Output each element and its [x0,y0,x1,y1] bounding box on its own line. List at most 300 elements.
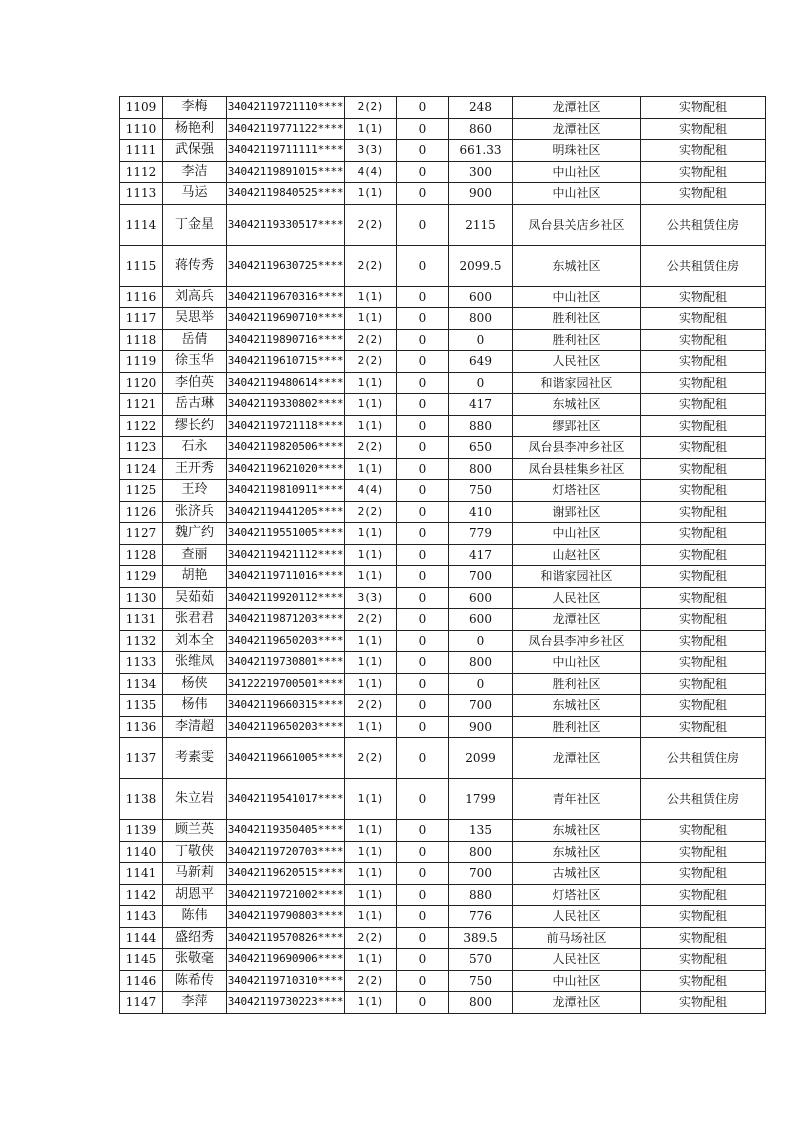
applicant-name-cell: 盛绍秀 [163,927,227,949]
household-size-cell: 1(1) [345,566,397,588]
household-size-cell: 1(1) [345,716,397,738]
income-cell: 0 [397,308,449,330]
allocation-type-cell: 实物配租 [641,97,766,119]
community-cell: 东城社区 [513,820,641,842]
allocation-type-cell: 实物配租 [641,652,766,674]
community-cell: 中山社区 [513,970,641,992]
allocation-type-cell: 实物配租 [641,437,766,459]
allocation-type-cell: 实物配租 [641,949,766,971]
applicant-name-cell: 李伯英 [163,372,227,394]
applicant-name-cell: 李清超 [163,716,227,738]
community-cell: 凤台县李冲乡社区 [513,630,641,652]
amount-cell: 248 [449,97,513,119]
household-size-cell: 2(2) [345,970,397,992]
id-number-cell: 34042119711111**** [227,140,345,162]
row-number-cell: 1139 [120,820,163,842]
income-cell: 0 [397,204,449,245]
applicant-name-cell: 缪长约 [163,415,227,437]
applicant-name-cell: 胡艳 [163,566,227,588]
amount-cell: 880 [449,415,513,437]
income-cell: 0 [397,841,449,863]
community-cell: 古城社区 [513,863,641,885]
id-number-cell: 34042119721118**** [227,415,345,437]
amount-cell: 750 [449,970,513,992]
row-number-cell: 1143 [120,906,163,928]
amount-cell: 600 [449,286,513,308]
id-number-cell: 34042119871203**** [227,609,345,631]
applicant-name-cell: 李萍 [163,992,227,1014]
row-number-cell: 1117 [120,308,163,330]
applicant-name-cell: 丁敬侠 [163,841,227,863]
amount-cell: 900 [449,183,513,205]
applicant-name-cell: 胡恩平 [163,884,227,906]
table-row [120,183,766,205]
income-cell: 0 [397,118,449,140]
household-size-cell: 2(2) [345,501,397,523]
community-cell: 明珠社区 [513,140,641,162]
amount-cell: 0 [449,372,513,394]
applicant-name-cell: 李梅 [163,97,227,119]
applicant-name-cell: 徐玉华 [163,351,227,373]
id-number-cell: 34042119610715**** [227,351,345,373]
allocation-type-cell: 实物配租 [641,351,766,373]
row-number-cell: 1144 [120,927,163,949]
table-row [120,415,766,437]
id-number-cell: 34042119810911**** [227,480,345,502]
community-cell: 胜利社区 [513,673,641,695]
table-row [120,609,766,631]
household-size-cell: 1(1) [345,906,397,928]
applicant-name-cell: 魏广约 [163,523,227,545]
applicant-name-cell: 王玲 [163,480,227,502]
id-number-cell: 34042119710310**** [227,970,345,992]
allocation-type-cell: 实物配租 [641,501,766,523]
household-size-cell: 3(3) [345,587,397,609]
row-number-cell: 1114 [120,204,163,245]
allocation-type-cell: 实物配租 [641,820,766,842]
income-cell: 0 [397,673,449,695]
household-size-cell: 2(2) [345,695,397,717]
allocation-table [119,96,766,1014]
allocation-type-cell: 实物配租 [641,716,766,738]
community-cell: 凤台县关店乡社区 [513,204,641,245]
row-number-cell: 1145 [120,949,163,971]
household-size-cell: 1(1) [345,949,397,971]
row-number-cell: 1121 [120,394,163,416]
id-number-cell: 34042119330517**** [227,204,345,245]
community-cell: 中山社区 [513,523,641,545]
applicant-name-cell: 张维凤 [163,652,227,674]
household-size-cell: 4(4) [345,480,397,502]
household-size-cell: 1(1) [345,394,397,416]
community-cell: 灯塔社区 [513,884,641,906]
applicant-name-cell: 陈伟 [163,906,227,928]
applicant-name-cell: 杨伟 [163,695,227,717]
household-size-cell: 1(1) [345,286,397,308]
household-size-cell: 4(4) [345,161,397,183]
row-number-cell: 1125 [120,480,163,502]
amount-cell: 661.33 [449,140,513,162]
income-cell: 0 [397,949,449,971]
row-number-cell: 1110 [120,118,163,140]
household-size-cell: 2(2) [345,245,397,286]
applicant-name-cell: 查丽 [163,544,227,566]
allocation-type-cell: 实物配租 [641,140,766,162]
applicant-name-cell: 考素雯 [163,738,227,779]
income-cell: 0 [397,652,449,674]
allocation-type-cell: 实物配租 [641,587,766,609]
amount-cell: 700 [449,863,513,885]
applicant-name-cell: 陈希传 [163,970,227,992]
income-cell: 0 [397,566,449,588]
income-cell: 0 [397,970,449,992]
row-number-cell: 1147 [120,992,163,1014]
community-cell: 东城社区 [513,245,641,286]
community-cell: 东城社区 [513,695,641,717]
allocation-type-cell: 实物配租 [641,308,766,330]
amount-cell: 649 [449,351,513,373]
household-size-cell: 1(1) [345,673,397,695]
amount-cell: 389.5 [449,927,513,949]
household-size-cell: 1(1) [345,779,397,820]
income-cell: 0 [397,415,449,437]
allocation-type-cell: 实物配租 [641,118,766,140]
allocation-type-cell: 公共租赁住房 [641,204,766,245]
community-cell: 凤台县桂集乡社区 [513,458,641,480]
table-row [120,394,766,416]
income-cell: 0 [397,863,449,885]
applicant-name-cell: 刘本全 [163,630,227,652]
row-number-cell: 1136 [120,716,163,738]
row-number-cell: 1112 [120,161,163,183]
table-row [120,329,766,351]
income-cell: 0 [397,884,449,906]
allocation-type-cell: 实物配租 [641,695,766,717]
applicant-name-cell: 蒋传秀 [163,245,227,286]
household-size-cell: 2(2) [345,738,397,779]
allocation-type-cell: 实物配租 [641,841,766,863]
community-cell: 山赵社区 [513,544,641,566]
row-number-cell: 1135 [120,695,163,717]
community-cell: 缪郢社区 [513,415,641,437]
allocation-type-cell: 实物配租 [641,609,766,631]
allocation-type-cell: 实物配租 [641,906,766,928]
amount-cell: 1799 [449,779,513,820]
table-row [120,927,766,949]
table-row [120,245,766,286]
allocation-type-cell: 实物配租 [641,329,766,351]
id-number-cell: 34042119891015**** [227,161,345,183]
community-cell: 和谐家园社区 [513,566,641,588]
income-cell: 0 [397,906,449,928]
allocation-type-cell: 实物配租 [641,458,766,480]
table-row [120,738,766,779]
row-number-cell: 1120 [120,372,163,394]
amount-cell: 650 [449,437,513,459]
id-number-cell: 34042119730223**** [227,992,345,1014]
row-number-cell: 1132 [120,630,163,652]
community-cell: 青年社区 [513,779,641,820]
community-cell: 龙潭社区 [513,992,641,1014]
id-number-cell: 34042119650203**** [227,630,345,652]
row-number-cell: 1137 [120,738,163,779]
community-cell: 中山社区 [513,183,641,205]
community-cell: 中山社区 [513,161,641,183]
table-row [120,970,766,992]
allocation-type-cell: 实物配租 [641,884,766,906]
applicant-name-cell: 顾兰英 [163,820,227,842]
household-size-cell: 1(1) [345,308,397,330]
applicant-name-cell: 马新莉 [163,863,227,885]
row-number-cell: 1140 [120,841,163,863]
table-row [120,501,766,523]
household-size-cell: 2(2) [345,927,397,949]
income-cell: 0 [397,97,449,119]
income-cell: 0 [397,695,449,717]
id-number-cell: 34042119920112**** [227,587,345,609]
income-cell: 0 [397,523,449,545]
table-row [120,884,766,906]
income-cell: 0 [397,140,449,162]
table-row [120,652,766,674]
allocation-type-cell: 实物配租 [641,673,766,695]
table-row [120,716,766,738]
allocation-type-cell: 公共租赁住房 [641,779,766,820]
row-number-cell: 1131 [120,609,163,631]
income-cell: 0 [397,458,449,480]
amount-cell: 135 [449,820,513,842]
amount-cell: 570 [449,949,513,971]
community-cell: 中山社区 [513,652,641,674]
applicant-name-cell: 张君君 [163,609,227,631]
id-number-cell: 34042119721110**** [227,97,345,119]
household-size-cell: 2(2) [345,609,397,631]
amount-cell: 600 [449,609,513,631]
table-row [120,906,766,928]
applicant-name-cell: 李洁 [163,161,227,183]
allocation-type-cell: 实物配租 [641,566,766,588]
applicant-name-cell: 石永 [163,437,227,459]
amount-cell: 779 [449,523,513,545]
allocation-type-cell: 实物配租 [641,394,766,416]
applicant-name-cell: 吴茹茹 [163,587,227,609]
community-cell: 和谐家园社区 [513,372,641,394]
id-number-cell: 34042119730801**** [227,652,345,674]
table-row [120,140,766,162]
table-row [120,458,766,480]
allocation-type-cell: 实物配租 [641,480,766,502]
income-cell: 0 [397,372,449,394]
applicant-name-cell: 张济兵 [163,501,227,523]
community-cell: 中山社区 [513,286,641,308]
id-number-cell: 34042119551005**** [227,523,345,545]
allocation-type-cell: 实物配租 [641,863,766,885]
table-row [120,673,766,695]
household-size-cell: 1(1) [345,523,397,545]
income-cell: 0 [397,544,449,566]
row-number-cell: 1138 [120,779,163,820]
id-number-cell: 34042119771122**** [227,118,345,140]
table-row [120,308,766,330]
row-number-cell: 1133 [120,652,163,674]
table-row [120,992,766,1014]
income-cell: 0 [397,480,449,502]
id-number-cell: 34042119690710**** [227,308,345,330]
table-row [120,118,766,140]
household-size-cell: 2(2) [345,329,397,351]
row-number-cell: 1129 [120,566,163,588]
table-row [120,204,766,245]
household-size-cell: 1(1) [345,458,397,480]
income-cell: 0 [397,161,449,183]
id-number-cell: 34042119711016**** [227,566,345,588]
community-cell: 灯塔社区 [513,480,641,502]
allocation-type-cell: 公共租赁住房 [641,245,766,286]
id-number-cell: 34042119620515**** [227,863,345,885]
applicant-name-cell: 岳古琳 [163,394,227,416]
community-cell: 人民社区 [513,587,641,609]
row-number-cell: 1128 [120,544,163,566]
household-size-cell: 2(2) [345,437,397,459]
community-cell: 龙潭社区 [513,738,641,779]
id-number-cell: 34042119670316**** [227,286,345,308]
id-number-cell: 34042119630725**** [227,245,345,286]
allocation-type-cell: 实物配租 [641,970,766,992]
applicant-name-cell: 刘高兵 [163,286,227,308]
amount-cell: 700 [449,566,513,588]
income-cell: 0 [397,286,449,308]
income-cell: 0 [397,437,449,459]
applicant-name-cell: 岳倩 [163,329,227,351]
household-size-cell: 1(1) [345,652,397,674]
id-number-cell: 34042119660315**** [227,695,345,717]
income-cell: 0 [397,779,449,820]
allocation-type-cell: 实物配租 [641,372,766,394]
household-size-cell: 1(1) [345,884,397,906]
amount-cell: 700 [449,695,513,717]
allocation-type-cell: 实物配租 [641,523,766,545]
row-number-cell: 1123 [120,437,163,459]
row-number-cell: 1130 [120,587,163,609]
allocation-type-cell: 实物配租 [641,630,766,652]
household-size-cell: 1(1) [345,415,397,437]
household-size-cell: 1(1) [345,992,397,1014]
table-row [120,437,766,459]
allocation-type-cell: 实物配租 [641,161,766,183]
table-row [120,523,766,545]
row-number-cell: 1124 [120,458,163,480]
income-cell: 0 [397,927,449,949]
amount-cell: 2099 [449,738,513,779]
id-number-cell: 34042119650203**** [227,716,345,738]
income-cell: 0 [397,329,449,351]
allocation-type-cell: 公共租赁住房 [641,738,766,779]
amount-cell: 0 [449,673,513,695]
applicant-name-cell: 杨侠 [163,673,227,695]
table-row [120,779,766,820]
community-cell: 东城社区 [513,394,641,416]
income-cell: 0 [397,992,449,1014]
applicant-name-cell: 朱立岩 [163,779,227,820]
income-cell: 0 [397,609,449,631]
id-number-cell: 34042119820506**** [227,437,345,459]
income-cell: 0 [397,501,449,523]
row-number-cell: 1118 [120,329,163,351]
table-row [120,97,766,119]
row-number-cell: 1142 [120,884,163,906]
community-cell: 谢郢社区 [513,501,641,523]
amount-cell: 800 [449,458,513,480]
household-size-cell: 2(2) [345,351,397,373]
community-cell: 龙潭社区 [513,609,641,631]
id-number-cell: 34042119350405**** [227,820,345,842]
applicant-name-cell: 丁金星 [163,204,227,245]
allocation-type-cell: 实物配租 [641,992,766,1014]
community-cell: 凤台县李冲乡社区 [513,437,641,459]
amount-cell: 900 [449,716,513,738]
table-row [120,587,766,609]
community-cell: 龙潭社区 [513,118,641,140]
amount-cell: 600 [449,587,513,609]
applicant-name-cell: 武保强 [163,140,227,162]
table-row [120,695,766,717]
community-cell: 人民社区 [513,906,641,928]
id-number-cell: 34042119621020**** [227,458,345,480]
id-number-cell: 34122219700501**** [227,673,345,695]
community-cell: 东城社区 [513,841,641,863]
id-number-cell: 34042119570826**** [227,927,345,949]
table-row [120,566,766,588]
household-size-cell: 1(1) [345,118,397,140]
household-size-cell: 3(3) [345,140,397,162]
amount-cell: 800 [449,652,513,674]
applicant-name-cell: 吴思举 [163,308,227,330]
row-number-cell: 1116 [120,286,163,308]
id-number-cell: 34042119840525**** [227,183,345,205]
household-size-cell: 1(1) [345,863,397,885]
table-row [120,544,766,566]
community-cell: 胜利社区 [513,329,641,351]
community-cell: 前马场社区 [513,927,641,949]
applicant-name-cell: 王开秀 [163,458,227,480]
household-size-cell: 2(2) [345,97,397,119]
id-number-cell: 34042119890716**** [227,329,345,351]
id-number-cell: 34042119330802**** [227,394,345,416]
amount-cell: 2115 [449,204,513,245]
amount-cell: 0 [449,329,513,351]
row-number-cell: 1141 [120,863,163,885]
household-size-cell: 1(1) [345,544,397,566]
id-number-cell: 34042119541017**** [227,779,345,820]
table-row [120,863,766,885]
id-number-cell: 34042119721002**** [227,884,345,906]
amount-cell: 776 [449,906,513,928]
applicant-name-cell: 张敬毫 [163,949,227,971]
table-body [120,97,766,1014]
household-size-cell: 1(1) [345,183,397,205]
row-number-cell: 1115 [120,245,163,286]
table-row [120,841,766,863]
income-cell: 0 [397,630,449,652]
row-number-cell: 1127 [120,523,163,545]
amount-cell: 417 [449,544,513,566]
id-number-cell: 34042119720703**** [227,841,345,863]
row-number-cell: 1134 [120,673,163,695]
household-size-cell: 1(1) [345,630,397,652]
id-number-cell: 34042119441205**** [227,501,345,523]
community-cell: 人民社区 [513,949,641,971]
table-row [120,820,766,842]
